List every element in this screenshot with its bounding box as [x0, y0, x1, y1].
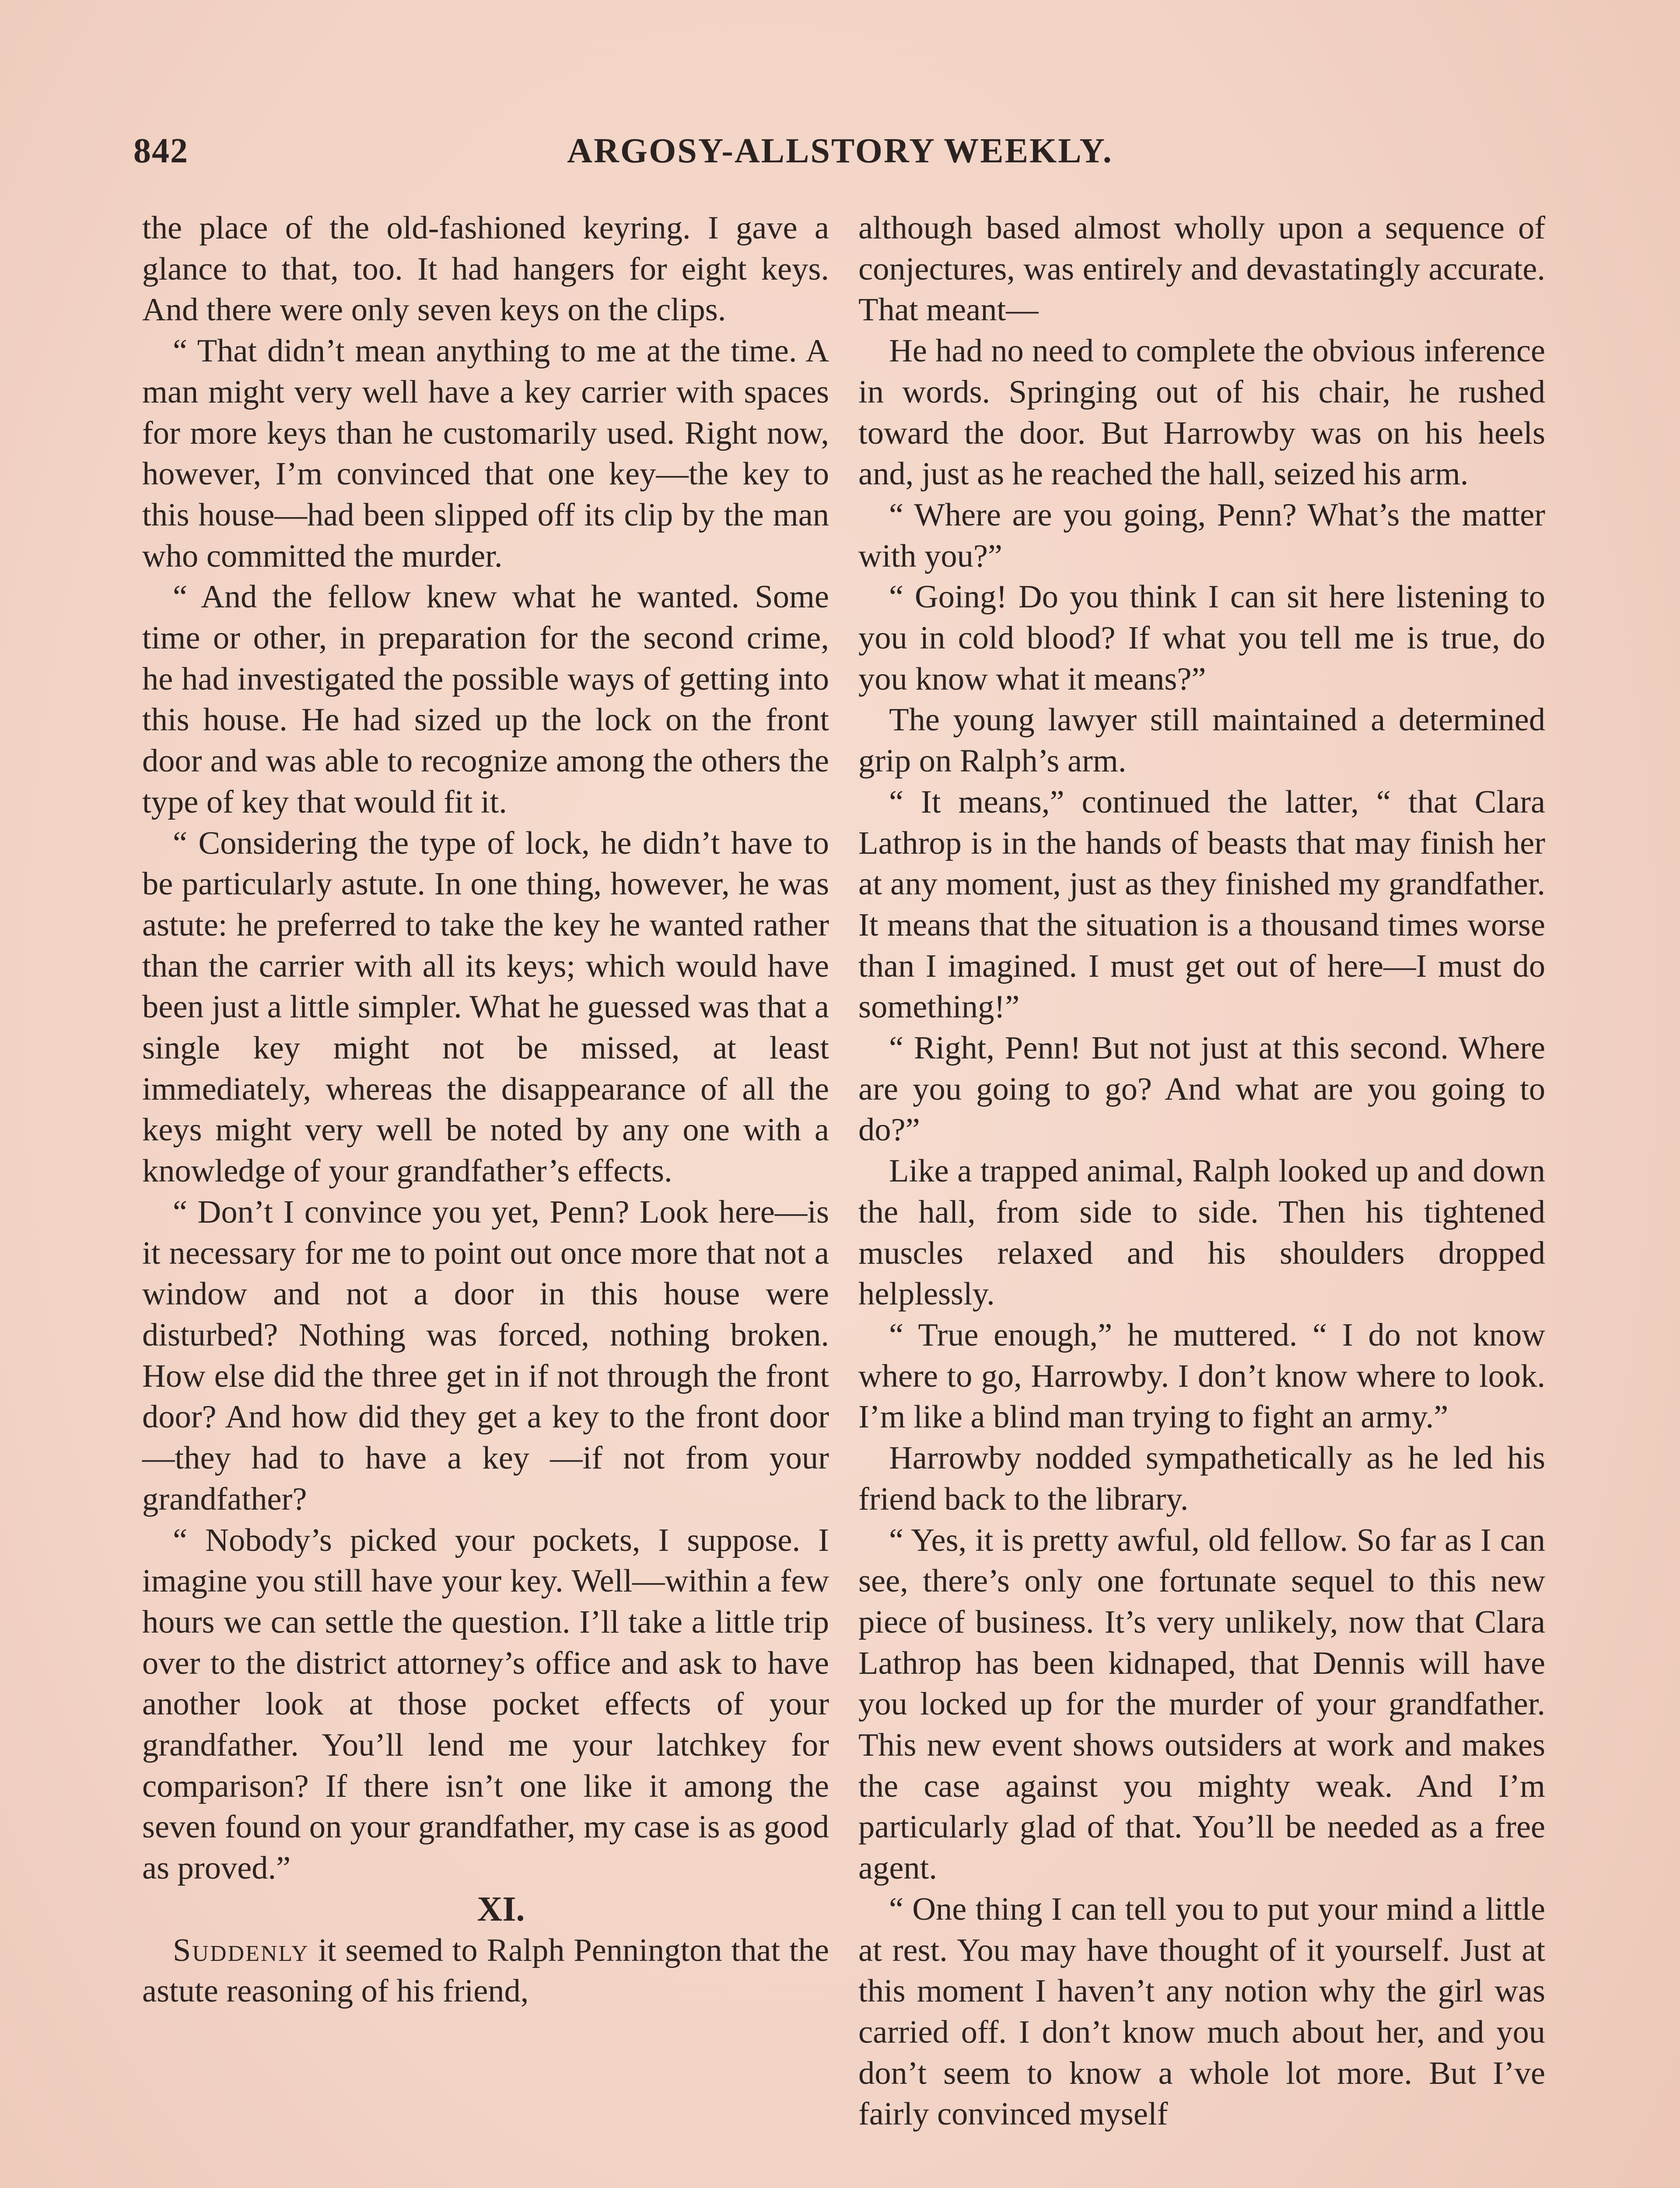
paragraph: “ Considering the type of lock, he didn’t have to be particularly astute. In one thing, however, he was astute: he preferred to take the key he wanted rather than the carrier with all its keys; which would have been just a little simpler. What he guessed was that a single key might not be missed, at least immediately, whereas the disappearance of all the keys might very well be noted by any one with a knowledge of your grandfather’s effects. [142, 825, 829, 1189]
running-head: ARGOSY-ALLSTORY WEEKLY. [567, 132, 1113, 170]
paragraph: “ True enough,” he muttered. “ I do not know where to go, Harrowby. I don’t know where to look. I’m like a blind man trying to fight an army.” [858, 1317, 1545, 1435]
paragraph: The young lawyer still maintained a determined grip on Ralph’s arm. [858, 702, 1545, 779]
right-column [858, 208, 1545, 2135]
chapter-opening-paragraph [142, 1930, 829, 2012]
paragraph: “ Where are you going, Penn? What’s the matter with you?” [858, 497, 1545, 574]
chapter-heading: XI. [477, 1890, 525, 1929]
page-number: 842 [133, 132, 189, 170]
page-header [133, 131, 1547, 184]
paragraph: “ That didn’t mean anything to me at the time. A man might very well have a key carrier with spaces for more keys than he customarily used. Right now, however, I’m convinced that one key—the key to this house—had been slipped off its clip by the man who committed the murder. [142, 333, 829, 574]
chapter-opening-smallcaps: Suddenly [173, 1932, 309, 1968]
paragraph: “ Yes, it is pretty awful, old fellow. So far as I can see, there’s only one fortunate sequel to this new piece of business. It’s very unlikely, now that Clara Lathrop has been kidnaped, that Dennis will have you locked up for the murder of your grandfather. This new event shows outsiders at work and makes the case against you mighty weak. And I’m particularly glad of that. You’ll be needed as a free agent. [858, 1522, 1545, 1886]
paragraph: “ Going! Do you think I can sit here listening to you in cold blood? If what you tell me is true, do you know what it means?” [858, 579, 1545, 697]
paragraph: “ Right, Penn! But not just at this second. Where are you going to go? And what are you going to do?” [858, 1030, 1545, 1148]
paragraph: Harrowby nodded sympathetically as he led his friend back to the library. [858, 1440, 1545, 1517]
paragraph: the place of the old-fashioned keyring. I gave a glance to that, too. It had hangers for eight keys. And there were only seven keys on the clips. [142, 210, 829, 328]
paragraph: “ And the fellow knew what he wanted. Some time or other, in preparation for the second crime, he had investigated the possible ways of getting into this house. He had sized up the lock on the front door and was able to recognize among the others the type of key that would fit it. [142, 579, 829, 820]
paragraph: although based almost wholly upon a sequence of conjectures, was entirely and devastatingly accurate. That meant— [858, 210, 1545, 328]
paragraph: “ One thing I can tell you to put your mind a little at rest. You may have thought of it yourself. Just at this moment I haven’t any notion why the girl was carried off. I don’t know much about her, and you don’t seem to know a whole lot more. But I’ve fairly convinced myself [858, 1891, 1545, 2132]
paragraph: “ It means,” continued the latter, “ that Clara Lathrop is in the hands of beasts that may finish her at any moment, just as they finished my grandfather. It means that the situation is a thousand times worse than I imagined. I must get out of here—I must do something!” [858, 784, 1545, 1025]
paragraph: Like a trapped animal, Ralph looked up and down the hall, from side to side. Then his tightened muscles relaxed and his shoulders dropped helplessly. [858, 1153, 1545, 1312]
left-column [142, 208, 829, 2012]
paragraph: He had no need to complete the obvious inference in words. Springing out of his chair, he rushed toward the door. But Harrowby was on his heels and, just as he reached the hall, seized his arm. [858, 333, 1545, 492]
paragraph: “ Nobody’s picked your pockets, I suppose. I imagine you still have your key. Well—within a few hours we can settle the question. I’ll take a little trip over to the district attorney’s office and ask to have another look at those pocket effects of your grandfather. You’ll lend me your latchkey for comparison? If there isn’t one like it among the seven found on your grandfather, my case is as good as proved.” [142, 1522, 829, 1886]
chapter-opening-text: it seemed to Ralph Pennington that the astute reasoning of his friend, [142, 1932, 829, 2009]
paragraph: “ Don’t I convince you yet, Penn? Look here—is it necessary for me to point out once more that not a window and not a door in this house were disturbed? Nothing was forced, nothing broken. How else did the three get in if not through the front door? And how did they get a key to the front door—they had to have a key —if not from your grandfather? [142, 1194, 829, 1517]
